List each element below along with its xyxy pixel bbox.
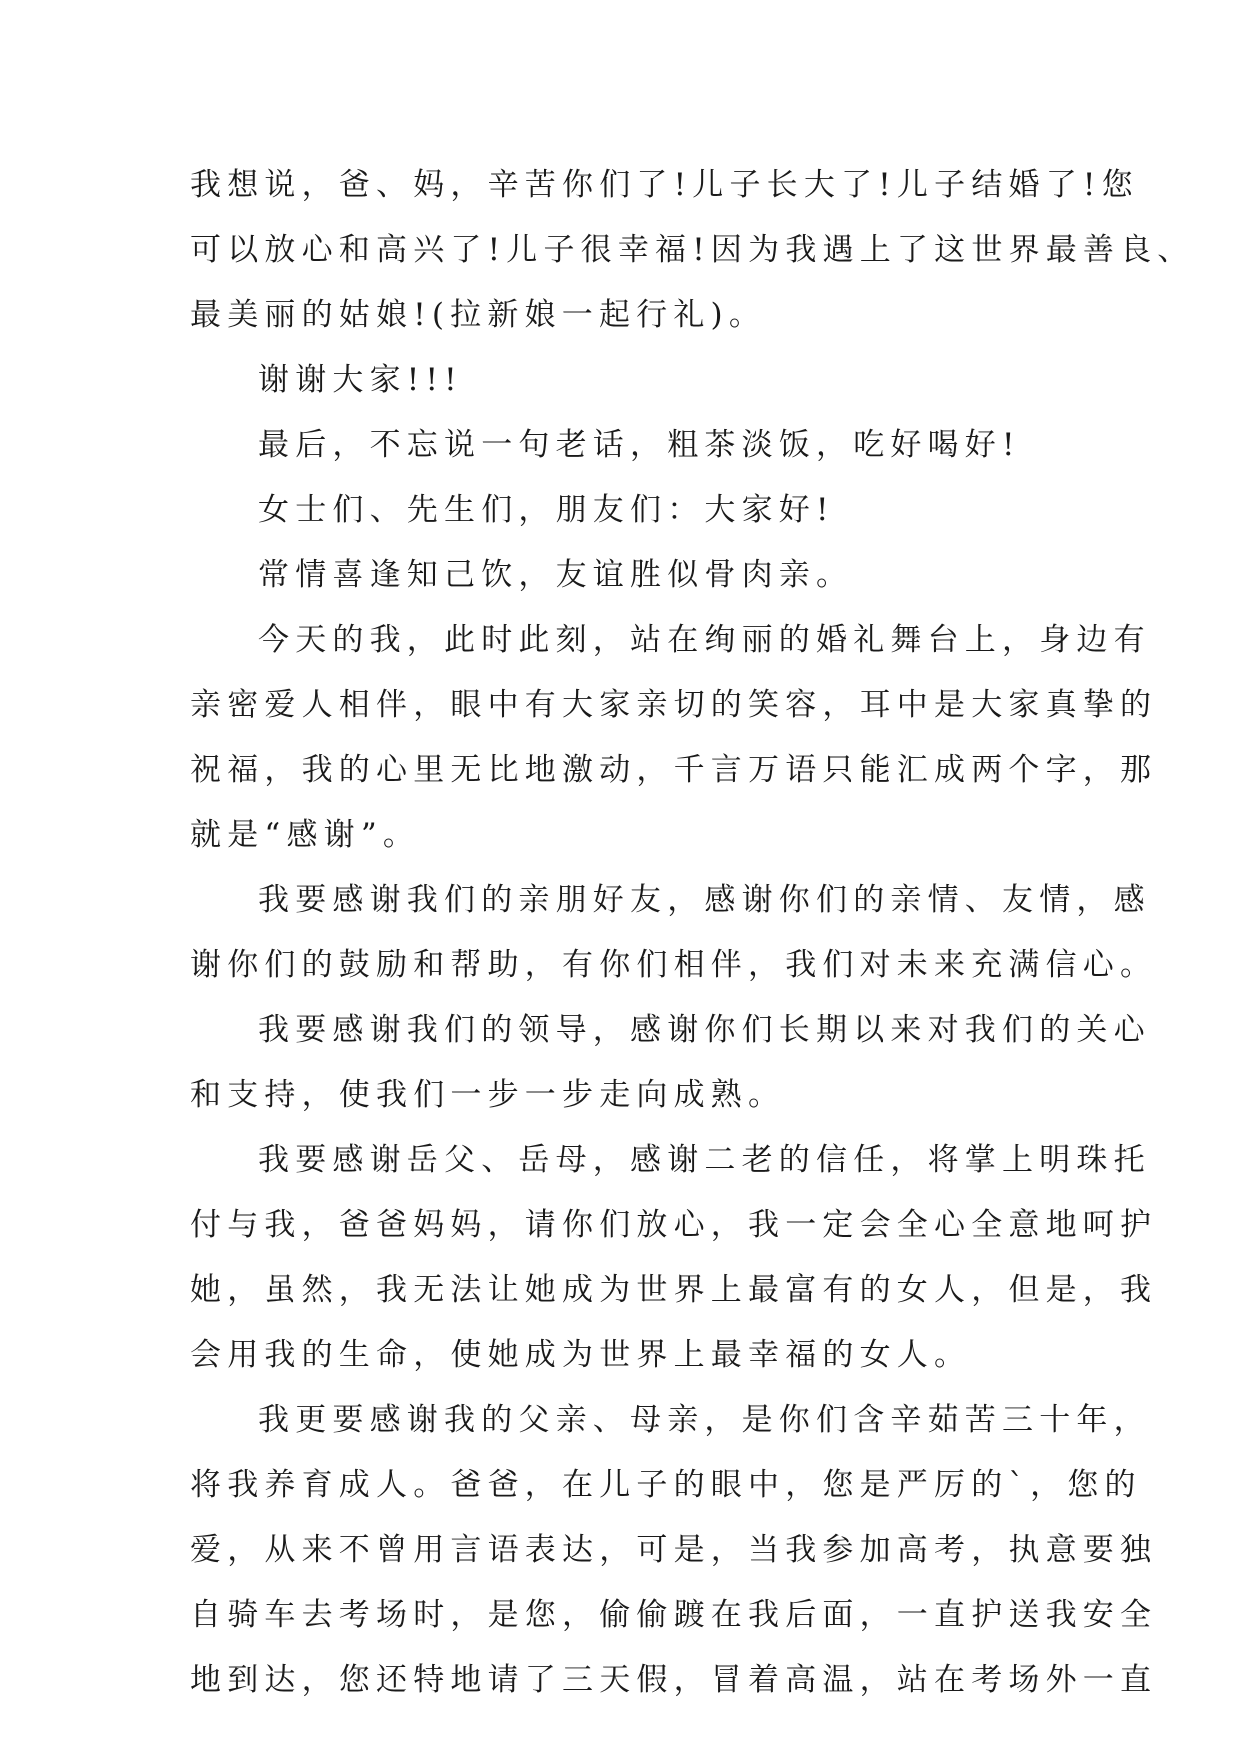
text-line: 将我养育成人。爸爸，在儿子的眼中，您是严厉的`，您的 [190, 1467, 1142, 1503]
paragraph-first-line: 我更要感谢我的父亲、母亲，是你们含辛茹苦三十年， [258, 1402, 1151, 1438]
paragraph-first-line: 女士们、先生们，朋友们：大家好! [258, 492, 835, 528]
text-line: 祝福，我的心里无比地激动，千言万语只能汇成两个字，那 [190, 752, 1158, 788]
text-line: 爱，从来不曾用言语表达，可是，当我参加高考，执意要独 [190, 1532, 1158, 1568]
text-line: 最美丽的姑娘!(拉新娘一起行礼)。 [190, 297, 767, 333]
paragraph-first-line: 最后，不忘说一句老话，粗茶淡饭，吃好喝好! [258, 427, 1021, 463]
paragraph-first-line: 常情喜逢知己饮，友谊胜似骨肉亲。 [258, 557, 854, 593]
text-line: 可以放心和高兴了!儿子很幸福!因为我遇上了这世界最善良、 [190, 232, 1195, 268]
text-line: 亲密爱人相伴，眼中有大家亲切的笑容，耳中是大家真挚的 [190, 687, 1158, 723]
text-line: 自骑车去考场时，是您，偷偷踱在我后面，一直护送我安全 [190, 1597, 1158, 1633]
text-line: 和支持，使我们一步一步走向成熟。 [190, 1077, 786, 1113]
text-line: 地到达，您还特地请了三天假，冒着高温，站在考场外一直 [190, 1662, 1158, 1698]
text-line: 付与我，爸爸妈妈，请你们放心，我一定会全心全意地呵护 [190, 1207, 1158, 1243]
document-body [190, 153, 1195, 1713]
text-line: 谢你们的鼓励和帮助，有你们相伴，我们对未来充满信心。 [190, 947, 1158, 983]
paragraph-first-line: 今天的我，此时此刻，站在绚丽的婚礼舞台上，身边有 [258, 622, 1151, 658]
text-line: 我想说，爸、妈，辛苦你们了!儿子长大了!儿子结婚了!您 [190, 167, 1139, 203]
paragraph-first-line: 我要感谢岳父、岳母，感谢二老的信任，将掌上明珠托 [258, 1142, 1151, 1178]
text-line: 她，虽然，我无法让她成为世界上最富有的女人，但是，我 [190, 1272, 1158, 1308]
text-line: 会用我的生命，使她成为世界上最幸福的女人。 [190, 1337, 972, 1373]
paragraph-first-line: 我要感谢我们的领导，感谢你们长期以来对我们的关心 [258, 1012, 1151, 1048]
text-line: 就是“感谢”。 [190, 817, 421, 853]
paragraph-first-line: 我要感谢我们的亲朋好友，感谢你们的亲情、友情，感 [258, 882, 1151, 918]
paragraph-first-line: 谢谢大家!!! [258, 362, 463, 398]
